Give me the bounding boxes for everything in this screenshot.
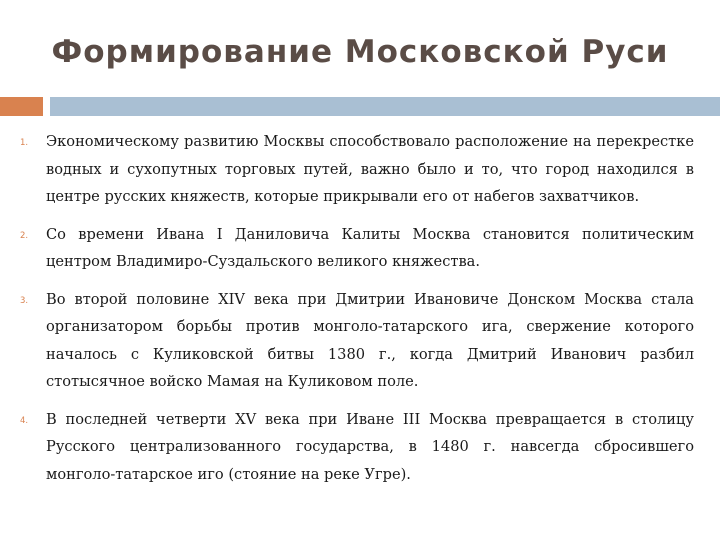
list-item-number: 4. [20, 415, 29, 426]
list-item-text: В последней четверти XV века при Иване III Москва превращается в столицу Русского централизованного государства, в 1480 г. навсегда сбросившего монголо-татарское иго (стояние на реке Угре). [46, 410, 694, 483]
title-rule [50, 97, 720, 116]
list-item-text: Во второй половине XIV века при Дмитрии Ивановиче Донском Москва стала организатором борьбы против монголо-татарского ига, свержение которого началось с Куликовской битвы 1380 г., когда Дмитрий Иванович разбил стотысячное войско Мамая на Куликовом поле. [46, 290, 694, 390]
content-list [20, 128, 694, 498]
list-item-number: 1. [20, 138, 29, 148]
slide-title: Формирование Московской Руси [51, 34, 669, 70]
list-item [20, 128, 694, 211]
list-item [20, 286, 694, 396]
list-item [20, 406, 694, 489]
list-item [20, 221, 694, 276]
list-item-text: Со времени Ивана I Даниловича Калиты Москва становится политическим центром Владимиро-Суздальского великого княжества. [46, 225, 694, 270]
list-item-text: Экономическому развитию Москвы способствовало расположение на перекрестке водных и сухопутных торговых путей, важно было и то, что город находился в центре русских княжеств, которые прикрывали его от набегов захватчиков. [46, 133, 694, 205]
list-item-number: 3. [20, 295, 29, 306]
title-rule-accent [0, 97, 43, 116]
list-item-number: 2. [20, 230, 29, 241]
